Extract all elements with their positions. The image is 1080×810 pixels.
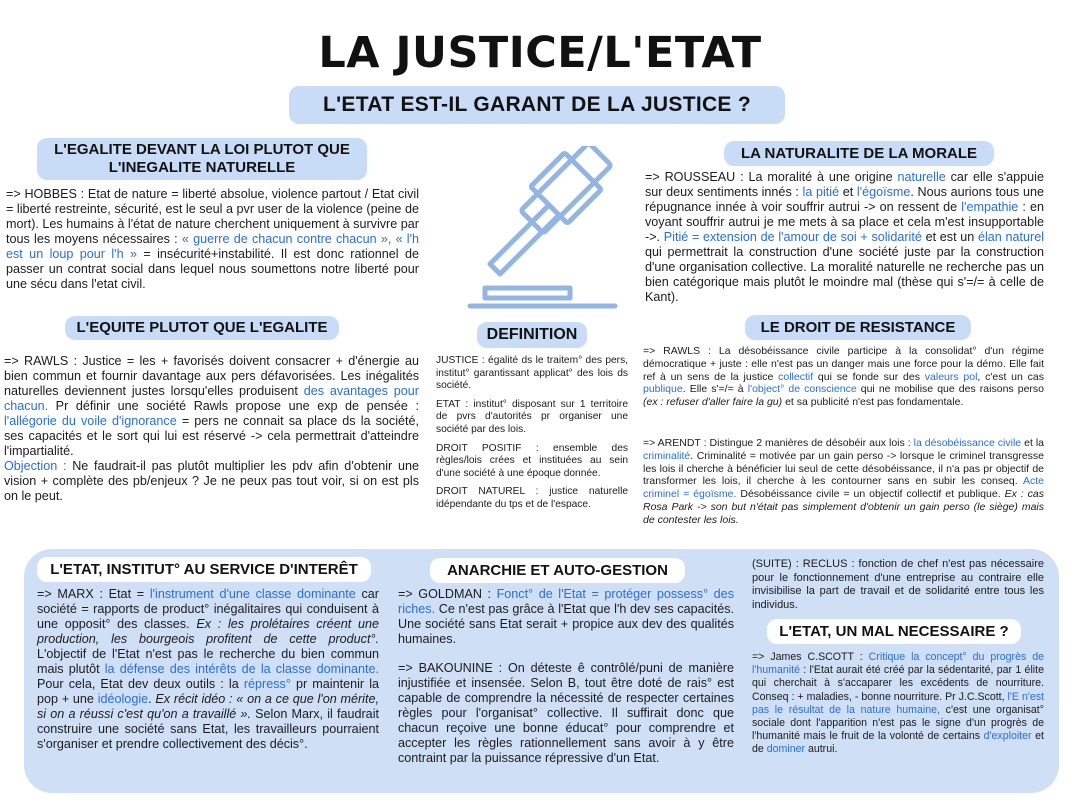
anarchie-bakounine: => BAKOUNINE : On déteste ê contrôlé/puni de manière injustifiée et insensée. Selon B, tout être doté de rais° est capable de comprendre la nécessité de respecter certaines règles pour l'organisat° collective. Il suffirait donc que chacun reçoive une bonne éducat° pour comprendre et accepter les règles rationnellement sans avoir à y être contraint par la puissance répressive d'un Etat. [398,661,734,765]
equite-text-part: => RAWLS : Justice = les + favorisés doivent consacrer + d'énergie au bien commun et fournir davantage aux pers défavorisées. Les inégalités naturelles deviennent justes lorsqu'elles produisent [4,354,419,398]
equite-highlight: l'allégorie du voile d'ignorance [4,414,177,428]
egalite-text-part: => HOBBES : Etat de nature = liberté absolue, violence partout / Etat civil = liberté restreinte, sécurité, est le seul a pvr user de la violence (peine de mort). Les humains à l'état de nature cherchent uniquement à survivre par tous les moyens nécessaires : [6,187,419,246]
mal-highlight: l'E n'est pas le résultat de la nature humaine, [752,690,1044,716]
etat-interet-text-part: => MARX : Etat = [37,587,150,601]
egalite-text-part: = insécurité+instabilité. Il est donc rationnel de passer un contrat social dans lequel nous soumettons notre liberté pour une sécu dans l'etat civil. [6,247,420,291]
etat-interet-highlight: répress° [243,677,291,691]
naturalite-highlight: l'égoïsme [856,185,911,199]
anarchie-text-part: => GOLDMAN : [398,587,497,601]
naturalite-highlight: l'empathie [961,200,1019,214]
resistance-highlight: valeurs pol [924,370,978,383]
definition-etat: ETAT : institut° disposant sur 1 territoire de pvrs d'autorités pr organiser une société par des lois. [436,398,628,435]
resistance-text-part: . Elle s'=/= à [682,383,748,396]
mal-text-part: et de [752,730,1044,756]
anarchie-goldman [398,587,734,647]
resistance-heading: LE DROIT DE RESISTANCE [745,315,971,340]
resistance-text-part: => ARENDT : Distingue 2 manières de désobéir aux lois : [643,437,914,449]
naturalite-text-part: => ROUSSEAU : La moralité à une origine [645,170,898,184]
etat-interet-heading: L'ETAT, INSTITUT° AU SERVICE D'INTERÊT [37,557,371,582]
equite-text-part: Pr définir une société Rawls propose une exp de pensée : [48,399,419,413]
resistance-text-part: => RAWLS : La désobéissance civile participe à la consolidat° d'un régime démocratique + juste : elle n'est pas un danger mais une force pour la démo. Elle fait ref à un sens de la justice [643,345,1044,383]
resistance-text-part: et la [1021,437,1045,449]
resistance-highlight: publique [643,383,683,396]
equite-heading: L'EQUITE PLUTOT QUE L'EGALITE [65,316,339,340]
naturalite-highlight: élan naturel [977,230,1044,244]
mal-text-part: => James C.SCOTT : [752,651,869,663]
resistance-rawls [643,345,1044,409]
naturalite-text-part: qui permettrait la construction d'une société juste par la construction d'une organisation collective. La moralité naturelle ne recherche pas un bien catégorique mais plutôt le moindre mal (thèse qui s'=/= à celle de Kant). [645,245,1044,304]
definition-droit-positif: DROIT POSITIF : ensemble des règles/lois crées et instituées au sein d'une société à une époque donnée. [436,442,628,479]
definition-heading: DEFINITION [477,322,587,348]
equite-text [4,354,419,504]
egalite-heading [37,138,367,180]
gavel-icon [450,146,635,311]
equite-objection-text: Ne faudrait-il pas plutôt multiplier les pdv afin d'obtenir une vision + complète des pb/enjeux ? Je ne peux pas tout voir, si on est pls on le peut. [4,459,419,503]
mal-text-part: : l'Etat aurait été créé par la sédentarité, par 1 élite qui cherchait à s'accaparer les excédents de nourriture. Conseq : + maladies, - bonne nourriture. Pr J.C.Scott, [752,664,1044,703]
egalite-heading-line1: L'EGALITE DEVANT LA LOI PLUTOT QUE [54,141,350,158]
suite-text: (SUITE) : RECLUS : fonction de chef n'est pas nécessaire pour le fonctionnement d'une entreprise au contraire elle invisibilise la part de travail et de solidarité entre tous les individus. [752,558,1044,611]
anarchie-text-part: Ce n'est pas grâce à l'Etat que l'h dev ses capacités. Une société sans Etat serait + propice aux dev des qualités humaines. [398,602,734,646]
etat-interet-highlight: l'instrument d'une classe dominante [149,587,356,601]
etat-interet-text-part: L'objectif de l'Etat n'est pas le recherche du bien commun mais plutôt [37,647,379,676]
anarchie-heading: ANARCHIE ET AUTO-GESTION [430,558,685,583]
egalite-quote: « guerre de chacun contre chacun », « l'h est un loup pour l'h » [6,232,420,261]
mal-text [752,651,1044,757]
definition-droit-naturel: DROIT NATUREL : justice naturelle idépendante du tps et de l'espace. [436,486,628,510]
naturalite-heading: LA NATURALITE DE LA MORALE [724,141,994,166]
mal-highlight: d'exploiter [983,730,1032,743]
resistance-text-part: qui se fonde sur des [813,370,925,383]
naturalite-text-part: : en voyant souffrir autrui je me mets à sa place et cela m'est insupportable ->. [645,200,1044,244]
definition-justice: JUSTICE : égalité ds le traitem° des pers, institut° garantissant applicat° des lois ds société. [436,355,628,392]
etat-interet-highlight: idéologie [97,692,149,706]
resistance-example: Ex : cas Rosa Park -> son but n'était pas simplement d'obtenir un gain perso (le siège) mais de contester les lois. [643,488,1044,526]
resistance-highlight: collectif [778,370,814,383]
resistance-highlight: Acte criminel = égoïsme. [643,475,1044,501]
etat-interet-text-part: . [148,692,156,706]
mal-highlight: dominer [766,743,806,756]
naturalite-highlight: la pitié [802,185,840,199]
etat-interet-text-part: pr maintenir la pop + une [37,677,379,706]
egalite-heading-line2: L'INEGALITE NATURELLE [108,159,296,176]
equite-objection-label: Objection : [4,459,67,473]
anarchie-text [398,587,734,772]
mal-text-part: autrui. [805,743,838,756]
resistance-text-part: Désobéissance civile = un objectif collectif et publique. [736,488,1005,501]
naturalite-text-part: car elle s'appuie sur deux sentiments innés : [645,170,1044,199]
mal-heading: L'ETAT, UN MAL NECESSAIRE ? [767,619,1021,644]
page-title: LA JUSTICE/L'ETAT [318,28,762,78]
anarchie-highlight: Fonct° de l'Etat = protéger possess° des riches. [398,587,734,616]
mal-highlight: Critique la concept° du progrès de l'humanité [752,651,1045,677]
etat-interet-text-part: car société = rapports de product° inégalitaires qui conduisent à une opposit° des classes. [37,587,379,631]
equite-highlight: des avantages pour chacun. [4,384,419,413]
naturalite-text-part: . Nous aurions tous une répugnance innée à voir souffrir autrui -> on ressent de [645,185,1044,214]
resistance-text-part: qui ne mobilise que des raisons perso [856,383,1045,396]
etat-interet-text [37,587,379,752]
page-subtitle: L'ETAT EST-IL GARANT DE LA JUSTICE ? [289,86,785,124]
etat-interet-example: Ex : les prolétaires créent une production, les bourgeois profitent de cette product°. [37,617,380,646]
resistance-highlight: la désobéissance civile [913,437,1022,449]
naturalite-text [645,170,1044,305]
naturalite-highlight: Pitié = extension de l'amour de soi + solidarité [663,230,922,244]
resistance-example: (ex : refuser d'aller faire la gu) [643,396,783,409]
egalite-text [6,187,419,292]
resistance-arendt [643,437,1044,527]
etat-interet-highlight: la défense des intérêts de la classe dominante. [104,662,379,676]
naturalite-highlight: naturelle [897,170,946,184]
definition-list [436,355,628,518]
resistance-highlight: l'object° de conscience [747,383,857,396]
naturalite-text-part: et est un [921,230,978,244]
resistance-text-part: , c'est un cas [977,370,1044,383]
resistance-text-part: et sa publicité n'est pas fondamentale. [782,396,964,409]
naturalite-text-part: et [839,185,857,199]
equite-text-part: = pers ne connait sa place ds la société, ses capacités et le sort qui lui est réservé -> cela permettrait d'atteindre l'impartialité. [4,414,419,458]
resistance-text-part: . Criminalité = motivée par un gain perso -> lorsque le criminel transgresse les lois il cherche à bénéficier lui seul de cette désobéissance, il n'a pas pr objectif de transformer les lois, il cherche à les contourner sans en subir les conseq. [643,449,1044,488]
etat-interet-text-part: Selon Marx, il faudrait construire une société sans Etat, les travailleurs pourraient s'organiser et prendre collectivement des décis°. [37,707,379,751]
etat-interet-example: Ex récit idéo : « on a ce que l'on mérite, si on a réussi c'est qu'on a travaillé ». [37,692,379,721]
etat-interet-text-part: Pour cela, Etat dev deux outils : la [37,677,244,691]
resistance-highlight: criminalité [643,449,691,462]
mal-text-part: c'est une organisat° sociale dont l'apparition n'est pas le signe d'un progrès de l'humanité mais le fruit de la volonté de certains [752,703,1044,743]
